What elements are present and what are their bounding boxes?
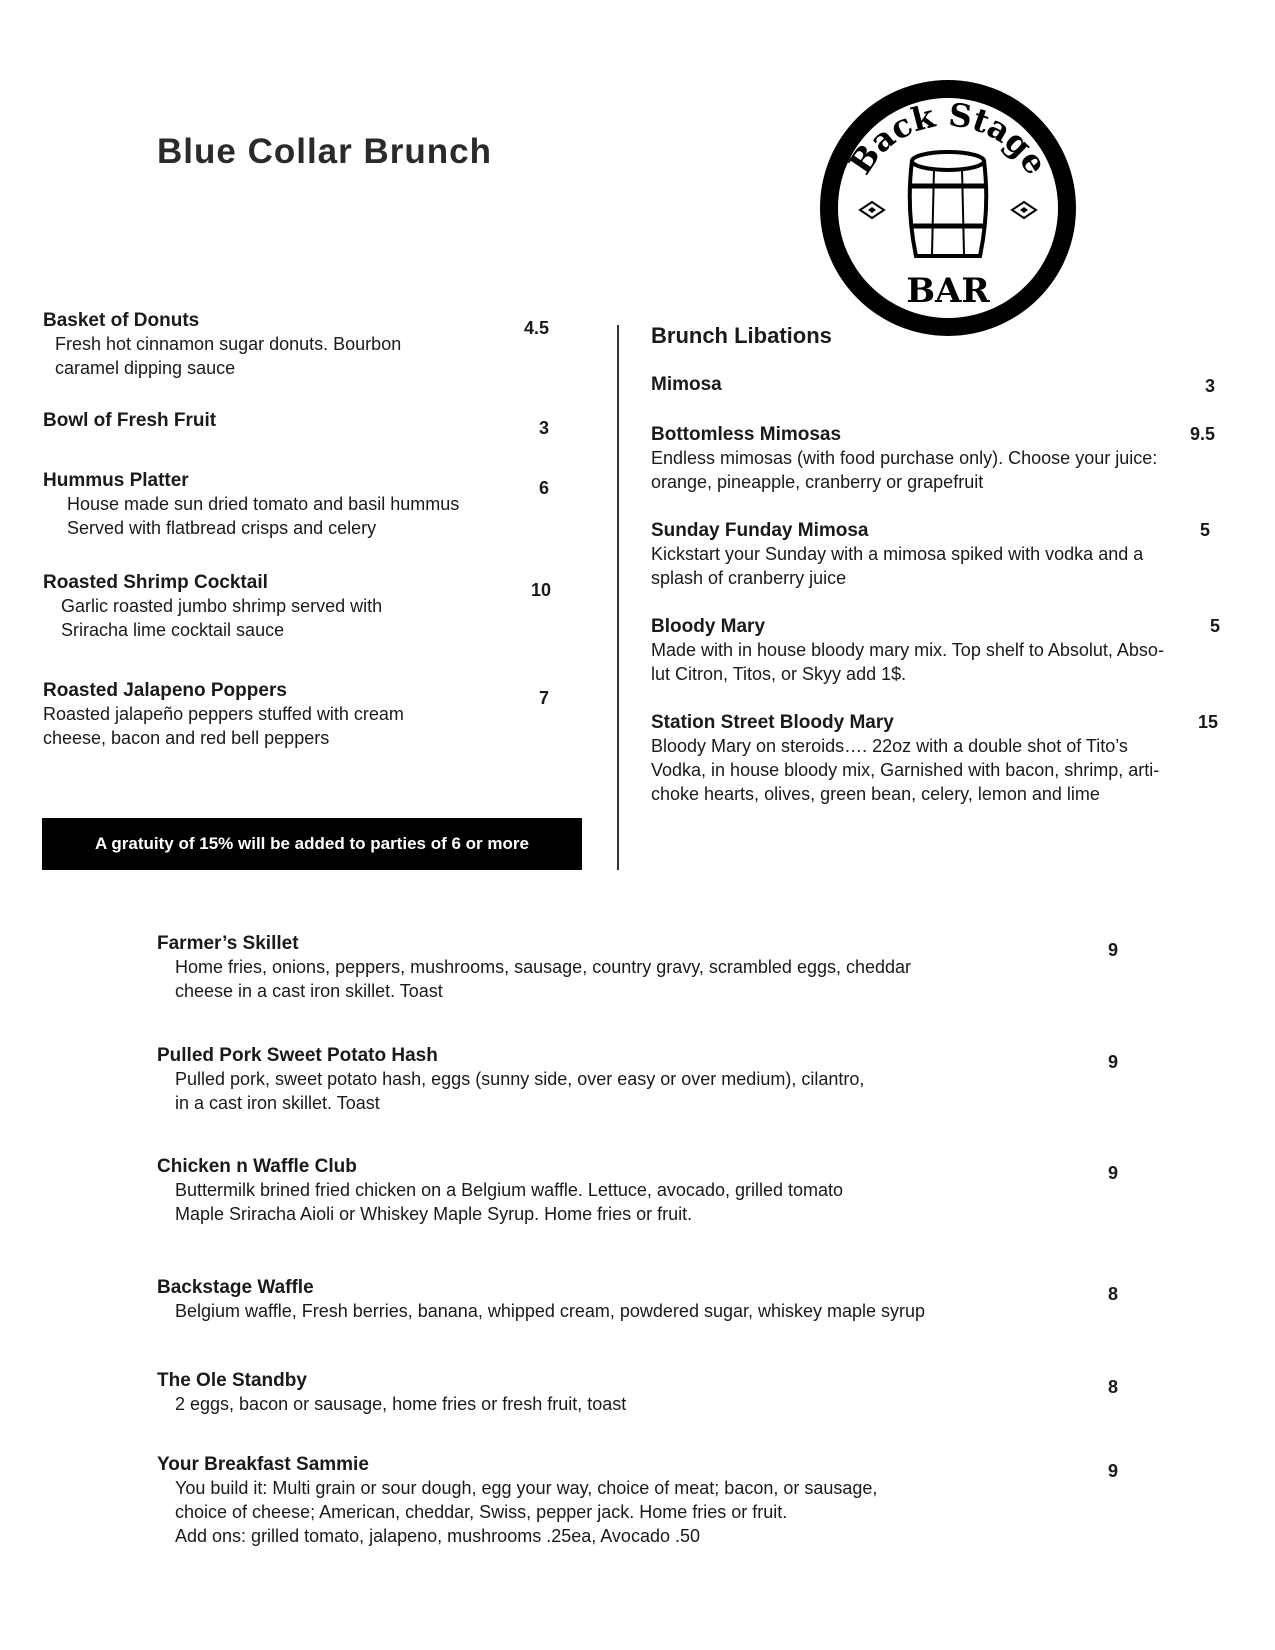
item-name: Pulled Pork Sweet Potato Hash [157, 1045, 438, 1066]
menu-item [43, 310, 513, 380]
item-price: 9 [1108, 1052, 1119, 1072]
menu-item [43, 680, 513, 750]
drink-item [651, 616, 1211, 686]
item-desc: caramel dipping sauce [55, 358, 236, 378]
item-desc: choke hearts, olives, green bean, celery, lemon and lime [651, 784, 1100, 804]
item-price: 5 [1210, 616, 1221, 636]
item-desc: Bloody Mary on steroids…. 22oz with a double shot of Tito’s [651, 736, 1128, 756]
item-name: Roasted Jalapeno Poppers [43, 680, 287, 701]
item-desc: You build it: Multi grain or sour dough, egg your way, choice of meat; bacon, or sausage, [175, 1478, 878, 1498]
item-desc: Vodka, in house bloody mix, Garnished with bacon, shrimp, arti- [651, 760, 1160, 780]
logo-bottom-text: BAR [906, 271, 990, 311]
item-name: Bloody Mary [651, 616, 766, 637]
item-price: 3 [539, 418, 550, 438]
item-price: 9 [1108, 940, 1119, 960]
gratuity-notice: A gratuity of 15% will be added to parties of 6 or more [42, 818, 582, 870]
item-price: 3 [1205, 376, 1216, 396]
item-price: 7 [539, 688, 550, 708]
item-price: 4.5 [524, 318, 550, 338]
item-name: Bottomless Mimosas [651, 424, 842, 445]
item-name: Backstage Waffle [157, 1277, 314, 1298]
item-desc: Garlic roasted jumbo shrimp served with [61, 596, 383, 616]
item-price: 9.5 [1190, 424, 1216, 444]
back-stage-bar-logo [816, 76, 1080, 340]
item-desc: Made with in house bloody mary mix. Top shelf to Absolut, Abso- [651, 640, 1164, 660]
menu-item [157, 1045, 997, 1115]
item-desc: Sriracha lime cocktail sauce [61, 620, 285, 640]
logo-top-text: Back Stage [841, 95, 1056, 182]
menu-item [157, 933, 997, 1003]
item-desc: Belgium waffle, Fresh berries, banana, whipped cream, powdered sugar, whiskey maple syrup [175, 1301, 926, 1321]
item-desc: Maple Sriracha Aioli or Whiskey Maple Syrup. Home fries or fruit. [175, 1204, 693, 1224]
menu-item [157, 1277, 997, 1323]
item-desc: 2 eggs, bacon or sausage, home fries or fresh fruit, toast [175, 1394, 627, 1414]
menu-item [43, 410, 513, 432]
item-desc: in a cast iron skillet. Toast [175, 1093, 380, 1113]
drink-item [651, 424, 1211, 494]
drink-item [651, 712, 1211, 806]
item-name: Your Breakfast Sammie [157, 1454, 369, 1475]
item-price: 9 [1108, 1163, 1119, 1183]
item-name: Farmer’s Skillet [157, 933, 299, 954]
item-desc: Home fries, onions, peppers, mushrooms, sausage, country gravy, scrambled eggs, cheddar [175, 957, 912, 977]
drink-item [651, 374, 1211, 396]
item-desc: lut Citron, Titos, or Skyy add 1$. [651, 664, 907, 684]
item-desc: orange, pineapple, cranberry or grapefruit [651, 472, 984, 492]
item-desc: splash of cranberry juice [651, 568, 847, 588]
item-price: 8 [1108, 1284, 1119, 1304]
menu-item [157, 1156, 997, 1226]
item-price: 9 [1108, 1461, 1119, 1481]
item-name: Roasted Shrimp Cocktail [43, 572, 268, 593]
item-desc: Pulled pork, sweet potato hash, eggs (sunny side, over easy or over medium), cilantro, [175, 1069, 865, 1089]
item-desc: Buttermilk brined fried chicken on a Belgium waffle. Lettuce, avocado, grilled tomato [175, 1180, 844, 1200]
item-desc: cheese in a cast iron skillet. Toast [175, 981, 443, 1001]
item-desc: Endless mimosas (with food purchase only). Choose your juice: [651, 448, 1158, 468]
item-name: Mimosa [651, 374, 722, 395]
item-desc: House made sun dried tomato and basil hummus [67, 494, 460, 514]
item-desc: cheese, bacon and red bell peppers [43, 728, 330, 748]
item-price: 5 [1200, 520, 1211, 540]
item-name: Station Street Bloody Mary [651, 712, 894, 733]
item-name: Hummus Platter [43, 470, 189, 491]
drink-item [651, 520, 1211, 590]
item-name: Chicken n Waffle Club [157, 1156, 357, 1177]
item-price: 8 [1108, 1377, 1119, 1397]
item-name: Bowl of Fresh Fruit [43, 410, 217, 431]
item-desc: choice of cheese; American, cheddar, Swiss, pepper jack. Home fries or fruit. [175, 1502, 788, 1522]
menu-title: Blue Collar Brunch [157, 132, 492, 171]
item-desc: Roasted jalapeño peppers stuffed with cream [43, 704, 404, 724]
item-desc: Served with flatbread crisps and celery [67, 518, 377, 538]
item-price: 10 [531, 580, 552, 600]
menu-item [43, 572, 513, 642]
item-desc: Add ons: grilled tomato, jalapeno, mushrooms .25ea, Avocado .50 [175, 1526, 700, 1546]
barrel-icon [910, 152, 987, 256]
menu-item [157, 1370, 997, 1416]
menu-item [157, 1454, 997, 1548]
item-name: The Ole Standby [157, 1370, 307, 1391]
item-price: 6 [539, 478, 550, 498]
item-desc: Fresh hot cinnamon sugar donuts. Bourbon [55, 334, 402, 354]
item-name: Sunday Funday Mimosa [651, 520, 869, 541]
menu-item [43, 470, 513, 540]
item-name: Basket of Donuts [43, 310, 200, 331]
item-price: 15 [1198, 712, 1219, 732]
libations-heading: Brunch Libations [651, 323, 832, 348]
column-divider [617, 325, 619, 870]
item-desc: Kickstart your Sunday with a mimosa spiked with vodka and a [651, 544, 1144, 564]
